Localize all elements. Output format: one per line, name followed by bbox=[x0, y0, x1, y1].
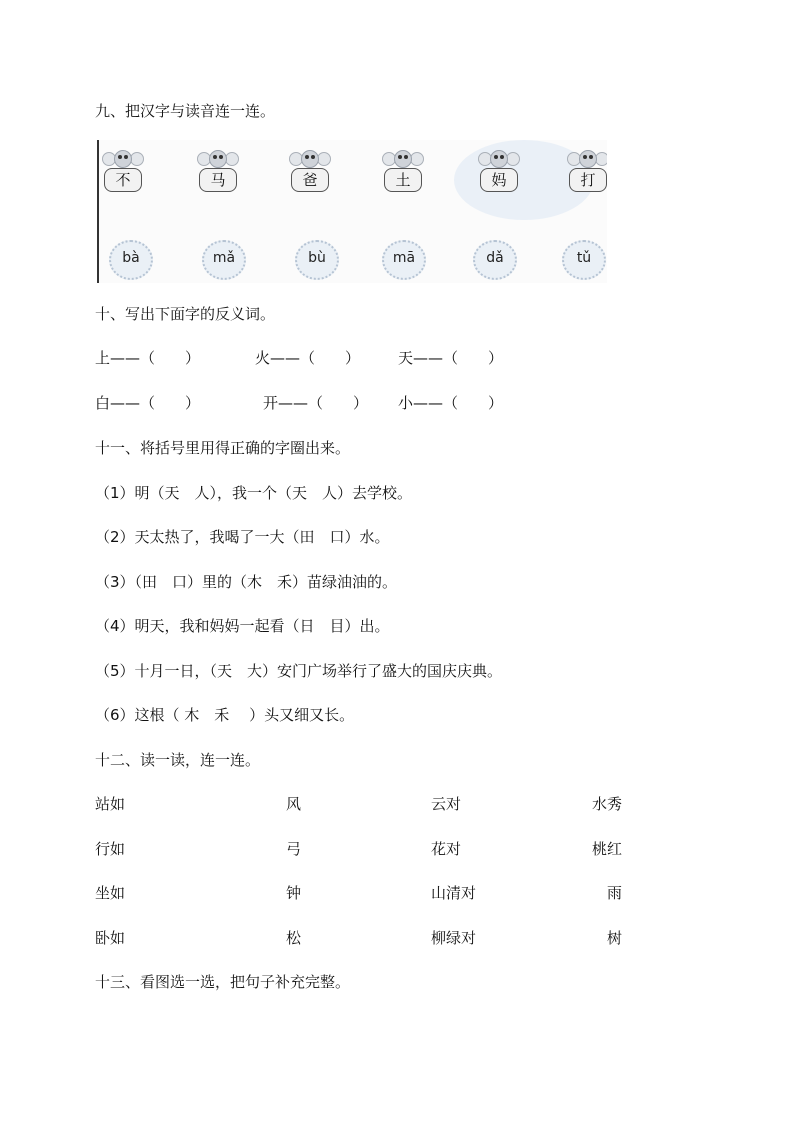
match-left-item: 站如 bbox=[95, 795, 126, 813]
antonym-item: 火——（ ） bbox=[255, 349, 361, 367]
hanzi-char: 妈 bbox=[480, 168, 518, 192]
antonym-item: 天——（ ） bbox=[398, 349, 504, 367]
match-right-item: 松 bbox=[286, 929, 302, 947]
antonym-item: 小——（ ） bbox=[398, 394, 504, 412]
match-left-item: 山清对 bbox=[431, 884, 477, 902]
match-left-item: 坐如 bbox=[95, 884, 126, 902]
bee-icon bbox=[394, 150, 412, 168]
hanzi-char: 土 bbox=[384, 168, 422, 192]
pinyin-text: bù bbox=[308, 250, 326, 266]
hanzi-char: 马 bbox=[199, 168, 237, 192]
section-11-title: 十一、将括号里用得正确的字圈出来。 bbox=[95, 439, 351, 457]
hanzi-char: 打 bbox=[569, 168, 607, 192]
pinyin-flower bbox=[473, 240, 517, 280]
section-12-title: 十二、读一读，连一连。 bbox=[95, 751, 261, 769]
match-left-item: 云对 bbox=[431, 795, 462, 813]
circle-question: （5）十月一日，（天 大）安门广场举行了盛大的国庆庆典。 bbox=[95, 662, 503, 680]
match-right-item: 桃红 bbox=[591, 840, 622, 858]
circle-question: （3）（田 口）里的（木 禾）苗绿油油的。 bbox=[95, 573, 398, 591]
pinyin-flower bbox=[562, 240, 606, 280]
hanzi-char: 爸 bbox=[291, 168, 329, 192]
pinyin-flower bbox=[295, 240, 339, 280]
antonym-item: 白——（ ） bbox=[95, 394, 201, 412]
circle-question: （6）这根（ 木 禾 ）头又细又长。 bbox=[95, 706, 355, 724]
bee-icon bbox=[114, 150, 132, 168]
bee-char-card bbox=[289, 150, 329, 200]
pinyin-flower bbox=[109, 240, 153, 280]
match-right-item: 雨 bbox=[606, 884, 622, 902]
antonym-item: 开——（ ） bbox=[263, 394, 369, 412]
match-right-item: 树 bbox=[606, 929, 622, 947]
pinyin-text: bà bbox=[122, 250, 140, 266]
section-10-title: 十、写出下面字的反义词。 bbox=[95, 305, 276, 323]
hanzi-char: 不 bbox=[104, 168, 142, 192]
circle-question: （4）明天，我和妈妈一起看（日 目）出。 bbox=[95, 617, 390, 635]
pinyin-text: mǎ bbox=[212, 250, 236, 266]
match-left-item: 柳绿对 bbox=[431, 929, 477, 947]
match-right-item: 弓 bbox=[286, 840, 302, 858]
bee-char-card bbox=[197, 150, 237, 200]
section-13-title: 十三、看图选一选，把句子补充完整。 bbox=[95, 973, 351, 991]
match-left-item: 花对 bbox=[431, 840, 462, 858]
pinyin-text: dǎ bbox=[486, 250, 504, 266]
match-left-item: 行如 bbox=[95, 840, 126, 858]
bee-icon bbox=[301, 150, 319, 168]
antonym-item: 上——（ ） bbox=[95, 349, 201, 367]
bee-char-card bbox=[567, 150, 607, 200]
bee-char-card bbox=[102, 150, 142, 200]
circle-question: （2）天太热了，我喝了一大（田 口）水。 bbox=[95, 528, 390, 546]
bee-char-card bbox=[382, 150, 422, 200]
match-right-item: 水秀 bbox=[591, 795, 622, 813]
pinyin-text: tǔ bbox=[576, 250, 592, 266]
circle-question: （1）明（天 人），我一个（天 人）去学校。 bbox=[95, 484, 413, 502]
bee-icon bbox=[579, 150, 597, 168]
match-right-item: 钟 bbox=[286, 884, 302, 902]
pinyin-flower bbox=[382, 240, 426, 280]
bee-icon bbox=[209, 150, 227, 168]
bee-char-card bbox=[478, 150, 518, 200]
char-pinyin-matching-picture bbox=[97, 140, 607, 283]
bee-icon bbox=[490, 150, 508, 168]
pinyin-flower bbox=[202, 240, 246, 280]
section-9-title: 九、把汉字与读音连一连。 bbox=[95, 102, 276, 120]
match-right-item: 风 bbox=[286, 795, 302, 813]
match-left-item: 卧如 bbox=[95, 929, 126, 947]
pinyin-text: mā bbox=[392, 250, 416, 266]
